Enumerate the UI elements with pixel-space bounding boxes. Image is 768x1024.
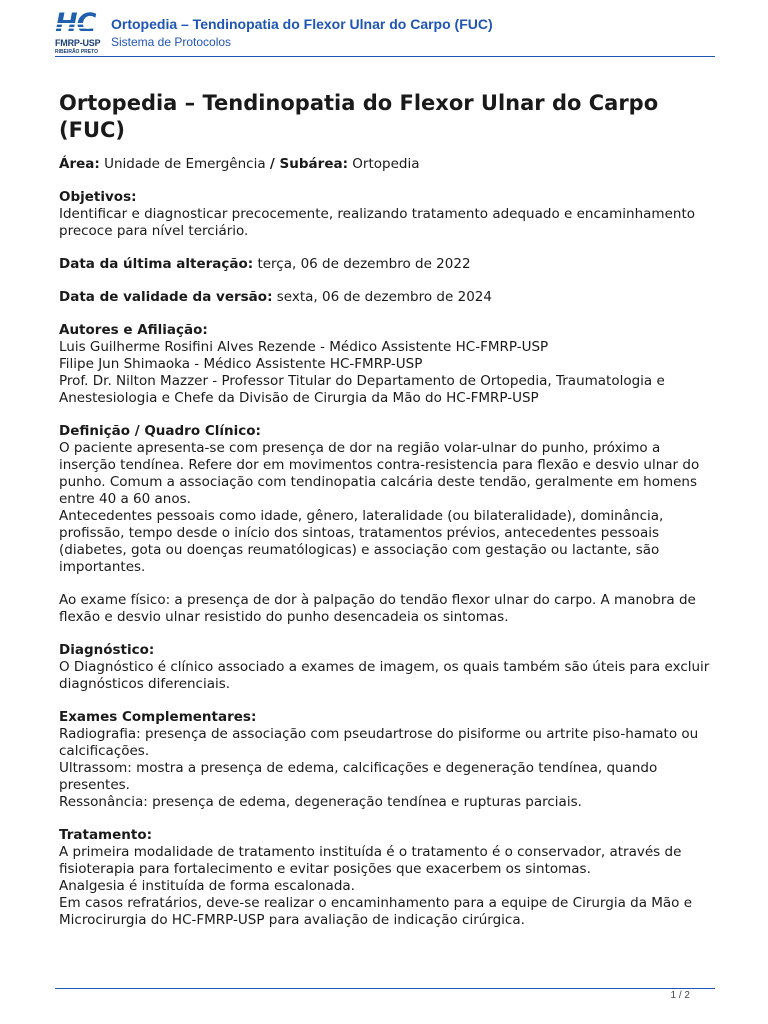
treatment-label: Tratamento: bbox=[59, 827, 153, 843]
validity-line bbox=[59, 289, 719, 306]
area-line bbox=[59, 156, 719, 173]
authors-section bbox=[59, 322, 719, 407]
author-item: Filipe Jun Shimaoka - Médico Assistente HC-FMRP-USP bbox=[59, 356, 423, 372]
area-value: Unidade de Emergência bbox=[104, 156, 266, 172]
document-body bbox=[59, 90, 719, 929]
definition-section bbox=[59, 423, 719, 576]
definition-label: Definição / Quadro Clínico: bbox=[59, 423, 261, 439]
last-change-label: Data da última alteração: bbox=[59, 256, 254, 272]
exams-section bbox=[59, 709, 719, 811]
last-change-value: terça, 06 de dezembro de 2022 bbox=[257, 256, 471, 272]
author-item: Prof. Dr. Nilton Mazzer - Professor Titular do Departamento de Ortopedia, Traumatologia e Anestesiologia e Chefe da Divisão de Cirurgia da Mão do HC-FMRP-USP bbox=[59, 373, 665, 406]
hc-fmrp-usp-logo bbox=[55, 14, 109, 56]
exam-item: Ultrassom: mostra a presença de edema, calcificações e degeneração tendínea, quando presentes. bbox=[59, 760, 658, 793]
diagnosis-text: O Diagnóstico é clínico associado a exames de imagem, os quais também são úteis para excluir diagnósticos diferenciais. bbox=[59, 659, 710, 692]
last-change-line bbox=[59, 256, 719, 273]
logo-ribeirao-preto: RIBEIRÃO PRETO bbox=[55, 49, 98, 55]
objectives-label: Objetivos: bbox=[59, 189, 137, 205]
definition-paragraph: O paciente apresenta-se com presença de dor na região volar-ulnar do punho, próximo a inserção tendínea. Refere dor em movimentos contra-resistencia para flexão e desvio ulnar do punho. Comum a associação com tendinopatia calcária deste tendão, geralmente em homens entre 40 a 60 anos. bbox=[59, 440, 700, 507]
page-number: 1 / 2 bbox=[670, 990, 690, 1001]
logo-stripes-icon bbox=[55, 19, 109, 39]
physical-exam-paragraph: Ao exame físico: a presença de dor à palpação do tendão flexor ulnar do carpo. A manobra de flexão e desvio ulnar resistido do punho desencadeia os sintomas. bbox=[59, 592, 696, 625]
authors-label: Autores e Afiliação: bbox=[59, 322, 208, 338]
treatment-paragraph: Analgesia é instituída de forma escalonada. bbox=[59, 878, 355, 894]
area-label: Área: bbox=[59, 156, 100, 172]
treatment-paragraph: A primeira modalidade de tratamento instituída é o tratamento é o conservador, através de fisioterapia para fortalecimento e evitar posições que exacerbem os sintomas. bbox=[59, 844, 682, 877]
objectives-text: Identificar e diagnosticar precocemente, realizando tratamento adequado e encaminhamento precoce para nível terciário. bbox=[59, 206, 695, 239]
subarea-value: Ortopedia bbox=[352, 156, 420, 172]
subarea-label: / Subárea: bbox=[269, 156, 348, 172]
header-divider bbox=[55, 56, 715, 57]
diagnosis-section bbox=[59, 642, 719, 693]
header-title: Ortopedia – Tendinopatia do Flexor Ulnar do Carpo (FUC) bbox=[111, 16, 493, 32]
page-header bbox=[55, 14, 715, 56]
objectives-section bbox=[59, 189, 719, 240]
document-title: Ortopedia – Tendinopatia do Flexor Ulnar do Carpo (FUC) bbox=[59, 91, 659, 142]
exams-label: Exames Complementares: bbox=[59, 709, 257, 725]
definition-paragraph: Antecedentes pessoais como idade, gênero, lateralidade (ou bilateralidade), dominância, profissão, tempo desde o início dos sintoas, tratamentos prévios, antecedentes pessoais (diabetes, gota ou doenças reumatólogicas) e associação com gestação ou lactante, são importantes. bbox=[59, 508, 664, 575]
validity-label: Data de validade da versão: bbox=[59, 289, 273, 305]
exam-item: Radiografia: presença de associação com pseudartrose do pisiforme ou artrite piso-hamato ou calcificações. bbox=[59, 726, 699, 759]
diagnosis-label: Diagnóstico: bbox=[59, 642, 155, 658]
validity-value: sexta, 06 de dezembro de 2024 bbox=[276, 289, 492, 305]
exam-item: Ressonância: presença de edema, degeneração tendínea e rupturas parciais. bbox=[59, 794, 582, 810]
footer-divider bbox=[55, 988, 715, 989]
treatment-section bbox=[59, 827, 719, 929]
logo-fmrp-usp: FMRP-USP bbox=[55, 38, 101, 48]
treatment-paragraph: Em casos refratários, deve-se realizar o encaminhamento para a equipe de Cirurgia da Mão e Microcirurgia do HC-FMRP-USP para avaliação de indicação cirúrgica. bbox=[59, 895, 693, 928]
author-item: Luis Guilherme Rosifini Alves Rezende - Médico Assistente HC-FMRP-USP bbox=[59, 339, 549, 355]
header-subtitle: Sistema de Protocolos bbox=[111, 35, 232, 49]
